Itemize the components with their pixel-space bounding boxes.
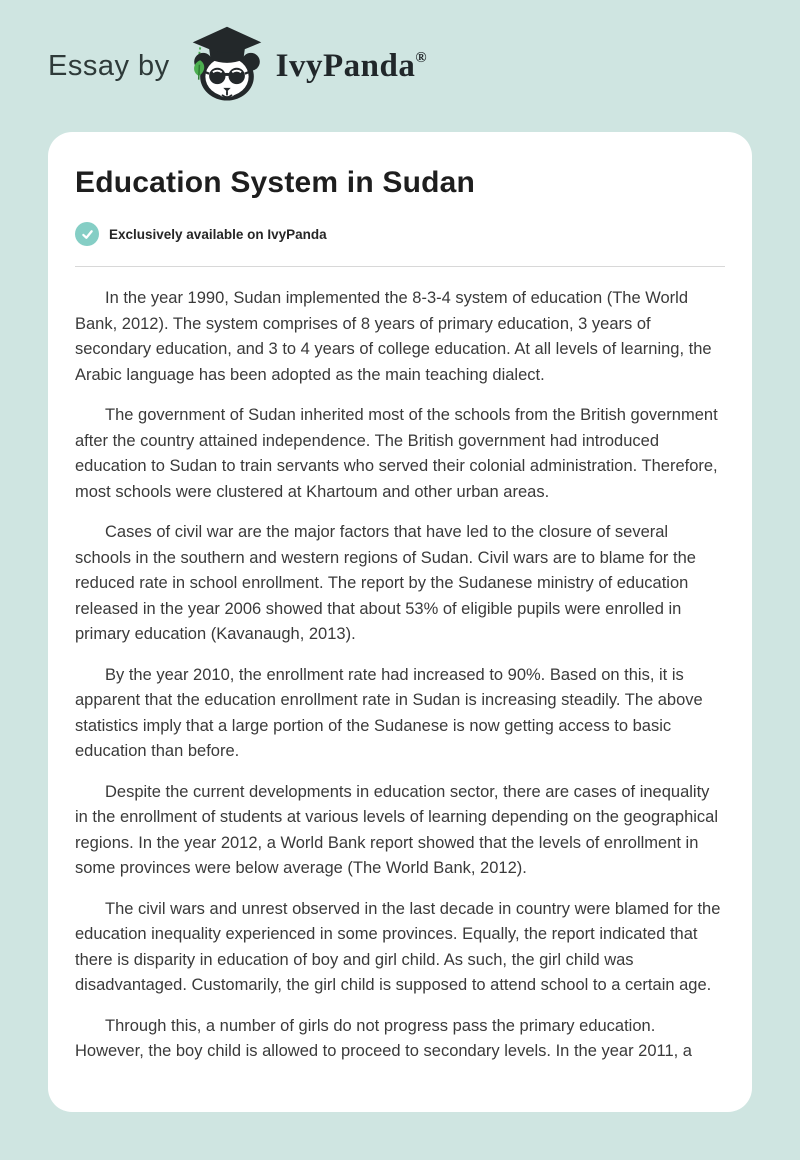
brand-name: IvyPanda®: [275, 47, 428, 84]
essay-body: [75, 286, 725, 1065]
essay-paragraph: Despite the current developments in education sector, there are cases of inequality in the enrollment of students at various levels of learning depending on the geographical regions. In the year 2012, a World Bank report showed that the levels of enrollment in some provinces were below average (The World Bank, 2012).: [75, 782, 719, 877]
exclusive-badge-label: Exclusively available on IvyPanda: [109, 226, 327, 242]
check-icon: [75, 222, 99, 246]
divider: [75, 266, 725, 267]
brand-logo: [186, 23, 427, 110]
essay-paragraph: By the year 2010, the enrollment rate had increased to 90%. Based on this, it is apparent that the education enrollment rate in Sudan is increasing steadily. The above statistics imply that a large portion of the Sudanese is now getting access to basic education than before.: [75, 665, 703, 760]
essay-by-label: Essay by: [48, 49, 170, 82]
essay-paragraph: Cases of civil war are the major factors that have led to the closure of several schools in the southern and western regions of Sudan. Civil wars are to blame for the reduced rate in school enrollment. The report by the Sudanese ministry of education released in the year 2006 showed that about 53% of eligible pupils were enrolled in primary education (Kavanaugh, 2013).: [75, 523, 696, 643]
essay-paragraph: Through this, a number of girls do not progress pass the primary education. However, the boy child is allowed to proceed to secondary levels. In the year 2011, a: [75, 1016, 692, 1060]
panda-graduate-icon: [186, 23, 268, 110]
page-header: [0, 0, 800, 132]
essay-paragraph: The civil wars and unrest observed in the last decade in country were blamed for the education inequality experienced in some provinces. Equally, the report indicated that there is disparity in education of boy and girl child. As such, the girl child was disadvantaged. Customarily, the girl child is supposed to attend school to a certain age.: [75, 899, 721, 994]
page-title: Education System in Sudan: [75, 166, 476, 199]
essay-card: [48, 132, 752, 1112]
essay-paragraph: In the year 1990, Sudan implemented the 8-3-4 system of education (The World Bank, 2012). The system comprises of 8 years of primary education, 3 years of secondary education, and 3 to 4 years of college education. At all levels of learning, the Arabic language has been adopted as the main teaching dialect.: [75, 289, 712, 384]
exclusive-badge: [75, 222, 725, 246]
essay-paragraph: The government of Sudan inherited most of the schools from the British government after the country attained independence. The British government had introduced education to Sudan to train servants who served their colonial administration. Therefore, most schools were clustered at Khartoum and other urban areas.: [75, 406, 718, 501]
registered-mark: ®: [415, 49, 428, 66]
